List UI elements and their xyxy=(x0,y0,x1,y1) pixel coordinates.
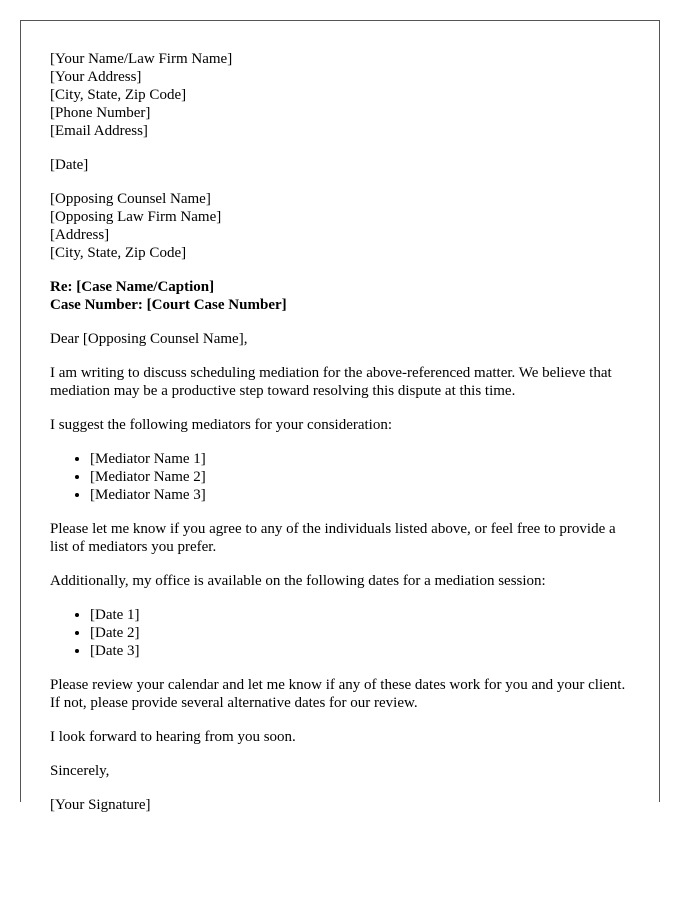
subject-re: Re: [Case Name/Caption] xyxy=(50,279,215,295)
letter-content xyxy=(50,50,634,830)
sender-block xyxy=(50,50,634,140)
subject-case-number: Case Number: [Court Case Number] xyxy=(50,297,287,313)
sender-email: [Email Address] xyxy=(50,123,148,139)
closing-line: I look forward to hearing from you soon. xyxy=(50,729,296,745)
sender-name: [Your Name/Law Firm Name] xyxy=(50,51,233,67)
dates-followup: Please review your calendar and let me know if any of these dates work for you and your client. If not, please provide several alternative dates for our review. xyxy=(50,677,626,711)
letter-page xyxy=(20,20,660,813)
subject-block xyxy=(50,278,634,314)
intro-paragraph: I am writing to discuss scheduling mediation for the above-referenced matter. We believe that mediation may be a productive step toward resolving this dispute at this time. xyxy=(50,365,612,399)
recipient-address: [Address] xyxy=(50,227,110,243)
closing: Sincerely, xyxy=(50,763,110,779)
date-block xyxy=(50,156,634,174)
date-item: • [Date 1] xyxy=(90,606,634,624)
salutation: Dear [Opposing Counsel Name], xyxy=(50,331,248,347)
sender-phone: [Phone Number] xyxy=(50,105,151,121)
mediator-item: • [Mediator Name 1] xyxy=(90,450,634,468)
mediators-intro: I suggest the following mediators for your consideration: xyxy=(50,417,393,433)
mediator-item: • [Mediator Name 2] xyxy=(90,468,634,486)
mediator-item: • [Mediator Name 3] xyxy=(90,486,634,504)
dates-list xyxy=(50,606,634,660)
date-item: • [Date 2] xyxy=(90,624,634,642)
dates-intro: Additionally, my office is available on the following dates for a mediation session: xyxy=(50,573,546,589)
signature: [Your Signature] xyxy=(50,797,151,813)
recipient-block xyxy=(50,190,634,262)
recipient-city-state-zip: [City, State, Zip Code] xyxy=(50,245,187,261)
recipient-name: [Opposing Counsel Name] xyxy=(50,191,211,207)
date-item: • [Date 3] xyxy=(90,642,634,660)
letter-date: [Date] xyxy=(50,157,89,173)
mediators-list xyxy=(50,450,634,504)
recipient-firm: [Opposing Law Firm Name] xyxy=(50,209,222,225)
sender-address: [Your Address] xyxy=(50,69,142,85)
mediators-followup: Please let me know if you agree to any of the individuals listed above, or feel free to provide a list of mediators you prefer. xyxy=(50,521,616,555)
sender-city-state-zip: [City, State, Zip Code] xyxy=(50,87,187,103)
